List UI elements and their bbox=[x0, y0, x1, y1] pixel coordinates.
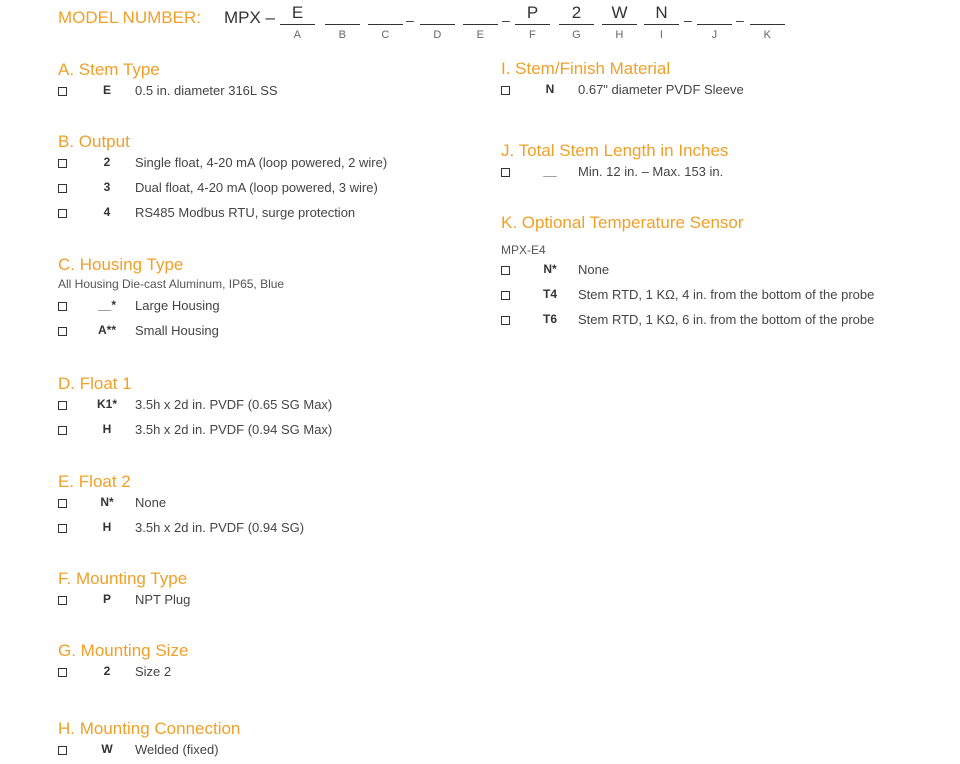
section-title: I. Stem/Finish Material bbox=[501, 59, 671, 78]
slot-letter: I bbox=[659, 29, 664, 41]
section-total-stem-length bbox=[501, 141, 728, 186]
option-code: N bbox=[545, 82, 555, 96]
checkbox[interactable] bbox=[58, 426, 67, 435]
option-code: 3 bbox=[103, 180, 111, 194]
slot-k[interactable] bbox=[750, 4, 785, 41]
option-desc: 3.5h x 2d in. PVDF (0.94 SG Max) bbox=[135, 422, 333, 437]
slot-i[interactable] bbox=[644, 4, 679, 41]
option-desc: Min. 12 in. – Max. 153 in. bbox=[578, 164, 724, 179]
section-output bbox=[58, 132, 388, 227]
slot-a[interactable] bbox=[280, 4, 315, 41]
checkbox[interactable] bbox=[58, 746, 67, 755]
option-code: H bbox=[102, 422, 112, 436]
option-code: H bbox=[102, 520, 112, 534]
slot-letter: K bbox=[763, 29, 772, 41]
checkbox[interactable] bbox=[58, 87, 67, 96]
option-desc: Single float, 4-20 mA (loop powered, 2 wire) bbox=[135, 155, 388, 170]
option-desc: Stem RTD, 1 KΩ, 6 in. from the bottom of the probe bbox=[578, 312, 875, 327]
option-row[interactable] bbox=[58, 202, 356, 227]
slot-e[interactable] bbox=[463, 4, 498, 41]
slot-letter: D bbox=[433, 29, 442, 41]
option-code: T6 bbox=[542, 312, 557, 326]
option-desc: 3.5h x 2d in. PVDF (0.94 SG) bbox=[135, 520, 305, 535]
option-desc: RS485 Modbus RTU, surge protection bbox=[135, 205, 356, 220]
section-mounting-connection bbox=[58, 719, 240, 764]
section-title: A. Stem Type bbox=[58, 60, 160, 79]
slot-letter: J bbox=[711, 29, 718, 41]
option-code: A** bbox=[97, 323, 116, 337]
option-row[interactable] bbox=[58, 739, 240, 764]
model-number-label: MODEL NUMBER: bbox=[58, 8, 201, 27]
slot-letter: G bbox=[572, 29, 581, 41]
option-desc: 0.5 in. diameter 316L SS bbox=[135, 83, 278, 98]
separator-dash: – bbox=[406, 12, 414, 28]
option-row[interactable] bbox=[58, 152, 388, 177]
section-mounting-type bbox=[58, 569, 191, 614]
option-desc: Stem RTD, 1 KΩ, 4 in. from the bottom of the probe bbox=[578, 287, 875, 302]
checkbox[interactable] bbox=[501, 168, 510, 177]
checkbox[interactable] bbox=[58, 209, 67, 218]
option-row[interactable] bbox=[58, 320, 284, 345]
option-desc: NPT Plug bbox=[135, 592, 191, 607]
section-note: All Housing Die-cast Aluminum, IP65, Blue bbox=[58, 277, 285, 291]
section-float-2 bbox=[58, 472, 305, 542]
checkbox[interactable] bbox=[501, 291, 510, 300]
slot-value: W bbox=[611, 3, 628, 22]
option-desc: Small Housing bbox=[135, 323, 219, 338]
checkbox[interactable] bbox=[501, 86, 510, 95]
slot-value bbox=[697, 4, 732, 22]
option-row[interactable] bbox=[501, 309, 875, 334]
section-title: C. Housing Type bbox=[58, 255, 184, 274]
section-float-1 bbox=[58, 374, 333, 444]
checkbox[interactable] bbox=[58, 596, 67, 605]
option-desc: Large Housing bbox=[135, 298, 220, 313]
checkbox[interactable] bbox=[58, 302, 67, 311]
slot-value: E bbox=[291, 3, 304, 22]
section-housing-type bbox=[58, 255, 284, 345]
slot-value: P bbox=[526, 3, 539, 22]
slot-h[interactable] bbox=[602, 4, 637, 41]
slot-value bbox=[750, 4, 785, 22]
section-note: MPX-E4 bbox=[501, 243, 546, 257]
checkbox[interactable] bbox=[58, 327, 67, 336]
checkbox[interactable] bbox=[58, 159, 67, 168]
option-code: K1* bbox=[96, 397, 117, 411]
checkbox[interactable] bbox=[58, 668, 67, 677]
separator-dash: – bbox=[736, 12, 744, 28]
slot-g[interactable] bbox=[559, 4, 594, 41]
slot-c[interactable] bbox=[368, 4, 403, 41]
slot-value bbox=[420, 4, 455, 22]
checkbox[interactable] bbox=[58, 524, 67, 533]
section-title: J. Total Stem Length in Inches bbox=[501, 141, 729, 160]
option-desc: Welded (fixed) bbox=[135, 742, 219, 757]
section-title: B. Output bbox=[58, 132, 130, 151]
checkbox[interactable] bbox=[501, 316, 510, 325]
option-row[interactable] bbox=[58, 80, 278, 105]
option-code: 2 bbox=[103, 664, 111, 678]
slot-value bbox=[463, 4, 498, 22]
option-code: W bbox=[101, 742, 113, 756]
option-row[interactable] bbox=[501, 79, 744, 104]
option-code: N* bbox=[100, 495, 114, 509]
option-desc: None bbox=[135, 495, 167, 510]
section-title: H. Mounting Connection bbox=[58, 719, 241, 738]
checkbox[interactable] bbox=[58, 184, 67, 193]
slot-letter: A bbox=[293, 29, 302, 41]
section-title: D. Float 1 bbox=[58, 374, 132, 393]
option-code: 4 bbox=[103, 205, 111, 219]
slot-f[interactable] bbox=[515, 4, 550, 41]
option-row[interactable] bbox=[58, 517, 305, 542]
slot-letter: B bbox=[338, 29, 347, 41]
model-prefix: MPX – bbox=[224, 8, 276, 27]
section-stem-finish-material bbox=[501, 59, 744, 104]
option-code: __ bbox=[543, 164, 557, 178]
checkbox[interactable] bbox=[58, 499, 67, 508]
separator-dash: – bbox=[684, 12, 692, 28]
slot-b[interactable] bbox=[325, 4, 360, 41]
option-row[interactable] bbox=[58, 419, 333, 444]
slot-value: 2 bbox=[571, 3, 582, 22]
slot-letter: F bbox=[528, 29, 537, 41]
slot-d[interactable] bbox=[420, 4, 455, 41]
option-desc: Dual float, 4-20 mA (loop powered, 3 wire) bbox=[135, 180, 378, 195]
section-title: E. Float 2 bbox=[58, 472, 131, 491]
option-desc: Size 2 bbox=[135, 664, 172, 679]
option-row[interactable] bbox=[58, 661, 188, 686]
option-code: N* bbox=[543, 262, 557, 276]
section-stem-type bbox=[58, 60, 278, 105]
slot-value: N bbox=[655, 3, 668, 22]
option-row[interactable] bbox=[501, 284, 875, 309]
option-code: P bbox=[102, 592, 111, 606]
slot-value bbox=[368, 4, 403, 22]
option-desc: 3.5h x 2d in. PVDF (0.65 SG Max) bbox=[135, 397, 333, 412]
option-row[interactable] bbox=[58, 492, 167, 517]
option-row[interactable] bbox=[58, 394, 333, 419]
slot-letter: H bbox=[615, 29, 624, 41]
option-row[interactable] bbox=[58, 589, 191, 614]
slot-j[interactable] bbox=[697, 4, 732, 41]
option-desc: 0.67" diameter PVDF Sleeve bbox=[578, 82, 744, 97]
option-desc: None bbox=[578, 262, 610, 277]
option-row[interactable] bbox=[501, 259, 744, 284]
slot-value bbox=[325, 4, 360, 22]
slot-letter: E bbox=[476, 29, 485, 41]
option-code: 2 bbox=[103, 155, 111, 169]
checkbox[interactable] bbox=[58, 401, 67, 410]
separator-dash: – bbox=[502, 12, 510, 28]
section-mounting-size bbox=[58, 641, 188, 686]
option-row[interactable] bbox=[58, 177, 378, 202]
section-temperature-sensor bbox=[501, 213, 875, 334]
slot-letter: C bbox=[381, 29, 390, 41]
checkbox[interactable] bbox=[501, 266, 510, 275]
section-title: F. Mounting Type bbox=[58, 569, 188, 588]
option-code: __* bbox=[97, 298, 117, 312]
section-title: K. Optional Temperature Sensor bbox=[501, 213, 744, 232]
option-row[interactable] bbox=[501, 161, 728, 186]
option-code: T4 bbox=[542, 287, 557, 301]
section-title: G. Mounting Size bbox=[58, 641, 189, 660]
option-row[interactable] bbox=[58, 295, 284, 320]
option-code: E bbox=[102, 83, 111, 97]
